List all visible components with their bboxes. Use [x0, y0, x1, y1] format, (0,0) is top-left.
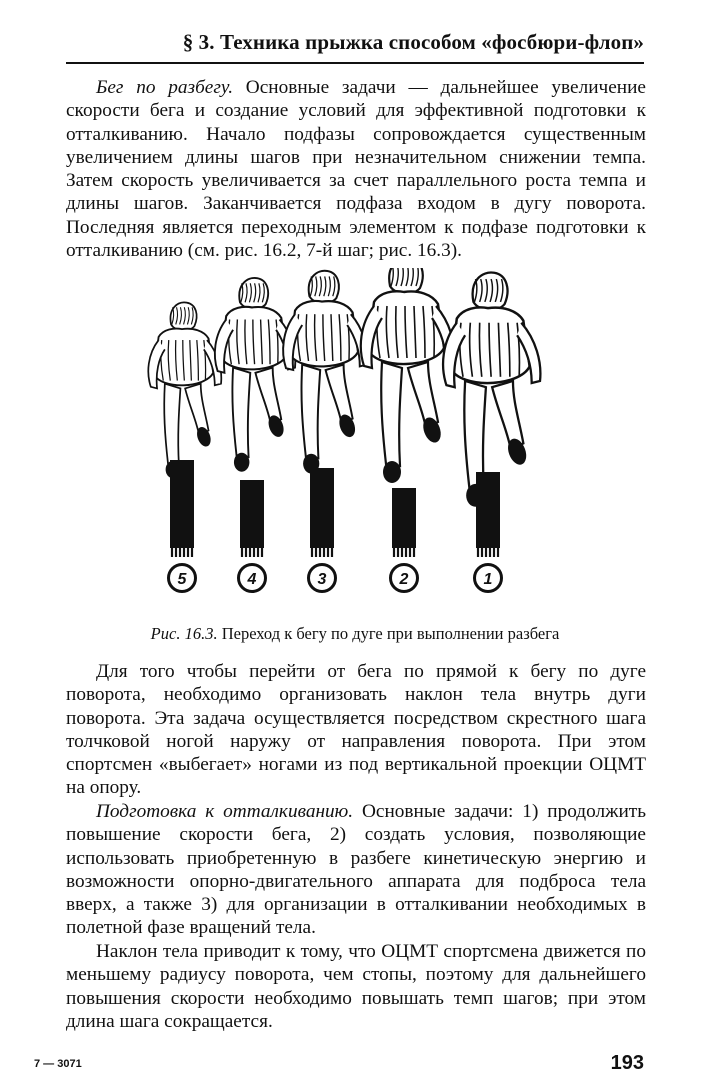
runner-figure: [283, 271, 367, 474]
step-number-label: 2: [399, 571, 409, 588]
runner-illustration: [100, 268, 600, 612]
runner-left-leg: [232, 368, 250, 457]
runner-right-leg: [185, 384, 208, 435]
step-number-label: 1: [483, 571, 493, 588]
footer-print-code: 7 — 3071: [34, 1058, 82, 1070]
paragraph-text: Основные задачи — дальнейшее увеличение скорости бега и создание условий для эффективной подготовки к отталкиванию. Начало подфазы сопровождается существенным увеличением длины шагов при незначительном снижении темпа. Затем скорость увеличивается за счет параллельного роста темпа и длины шагов. Заканчивается подфаза входом в дугу поворота. Последняя является переходным элементом к подфазе подготовки к отталкиванию (см. рис. 16.2, 7-й шаг; рис. 16.3).: [66, 77, 646, 262]
step-number-label: 3: [317, 571, 327, 588]
runner-left-leg: [164, 384, 180, 465]
step-bar: [240, 480, 264, 548]
step-bar: [392, 488, 416, 548]
page-number: 193: [610, 1052, 644, 1074]
runner-shoe: [383, 461, 401, 483]
step-bar: [170, 460, 194, 548]
step-number-label: 4: [247, 571, 257, 588]
runner-right-leg: [408, 362, 438, 428]
paragraph-lead: Бег по разбегу.: [96, 77, 234, 98]
runner-figure: [148, 302, 221, 478]
paragraph-text: Наклон тела приводит к тому, что ОЦМТ спортсмена движется по меньшему радиусу поворота, чем стопы, поэтому для дальнейшего повышения скорости необходимо повышать темп шагов; при этом длина шага сокращается.: [66, 941, 646, 1032]
runner-figure: [361, 268, 455, 483]
runner-left-leg: [301, 365, 320, 459]
step-number-label: 5: [177, 571, 187, 588]
paragraph-curve-transition: [66, 660, 646, 800]
paragraph-text: Для того чтобы перейти от бега по прямой к бегу по дуге поворота, необходимо организовать наклон тела внутрь дуги поворота. Эта задача осуществляется посредством скрестного шага толчковой ногой наружу от направления поворота. При этом спортсмен «выбегает» ногами из под вертикальной проекции ОЦМТ на опору.: [66, 661, 646, 799]
figure-caption-label: Рис. 16.3.: [150, 624, 218, 643]
paragraph-text: Основные задачи: 1) продолжить повышение скорости бега, 2) создать условия, позволяющие использовать приобретенную в разбеге кинетическую энергию и возможности опорно-двигательного аппарата для подброса тела вверх, а также 3) для организации в отталкивании необходимых в полетной фазе вращений тела.: [66, 801, 646, 939]
paragraph-lead: Подготовка к отталкиванию.: [96, 801, 354, 822]
figure-caption-text: Переход к бегу по дуге при выполнении разбега: [217, 624, 560, 643]
paragraph-takeoff-prep: [66, 800, 646, 940]
paragraph-body-lean: [66, 940, 646, 1033]
header-rule: [66, 62, 644, 64]
figure-caption: [60, 624, 650, 644]
step-bar: [310, 468, 334, 548]
runner-right-leg: [255, 368, 281, 425]
runner-figure: [215, 278, 295, 472]
running-header: § 3. Техника прыжка способом «фосбюри-флоп»: [182, 30, 644, 54]
runner-left-leg: [381, 362, 402, 466]
runner-figure: [443, 273, 540, 507]
figure-runner-sequence: [100, 268, 600, 612]
runner-right-leg: [492, 381, 523, 450]
paragraph-run-up: [66, 76, 646, 262]
step-bar: [476, 472, 500, 548]
runner-shoe: [234, 453, 249, 472]
runner-right-leg: [326, 365, 353, 424]
